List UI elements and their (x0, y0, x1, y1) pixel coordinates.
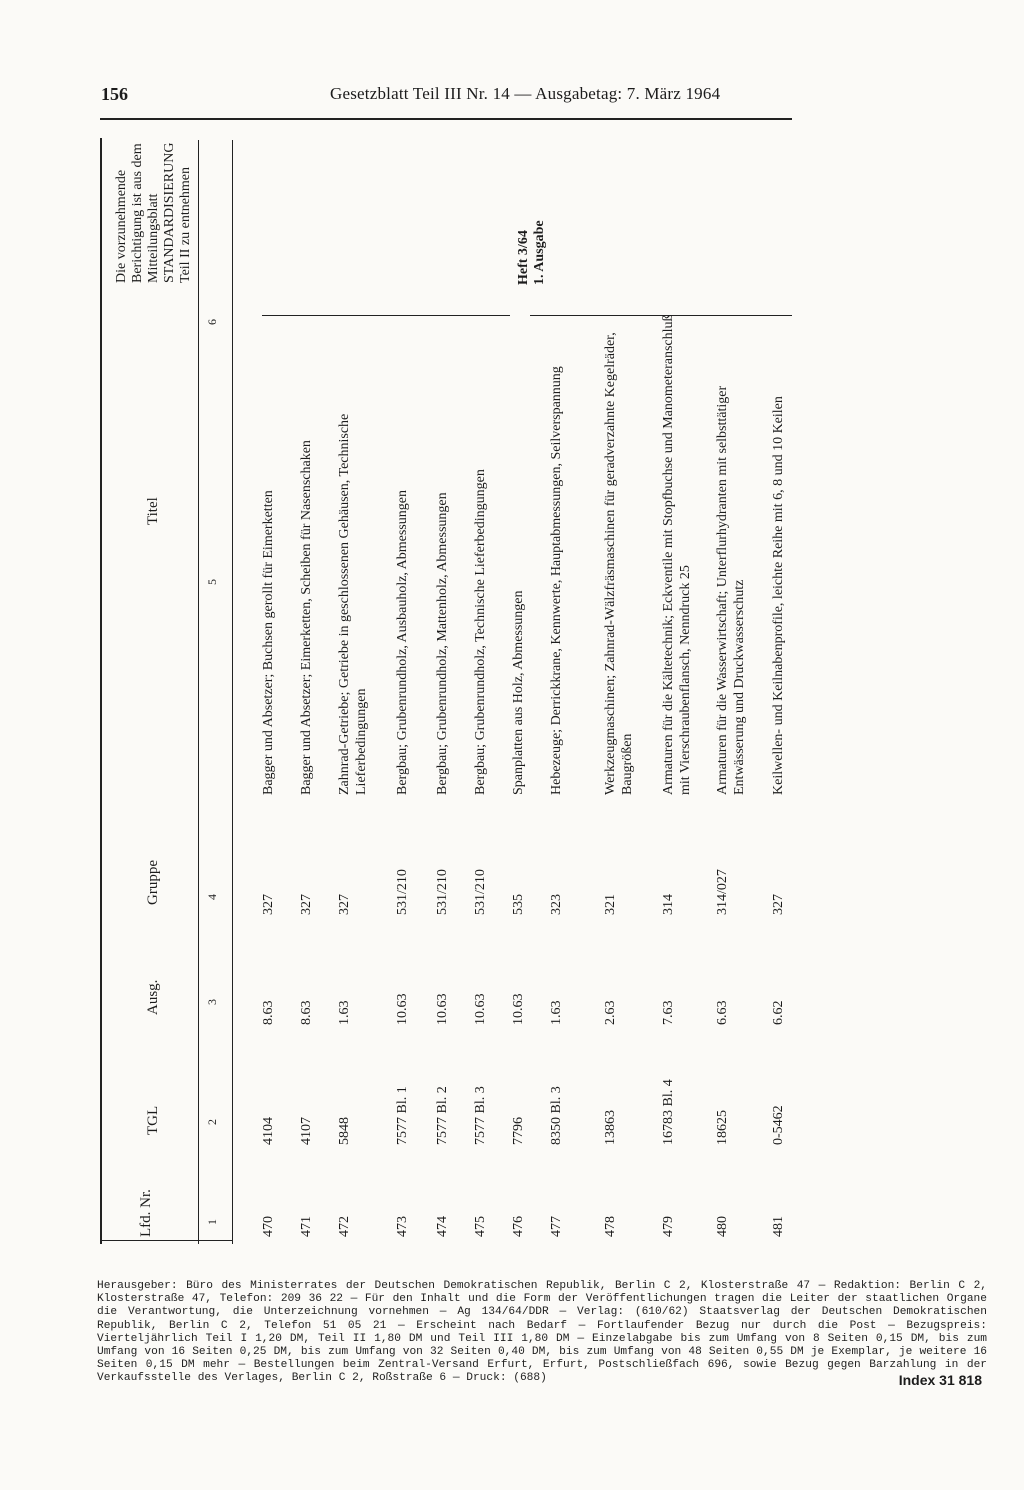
row-gruppe: 531/210 (473, 869, 488, 915)
row-tgl: 4107 (299, 1117, 314, 1145)
row-ausg: 1.63 (337, 1000, 352, 1025)
row-gruppe: 327 (299, 894, 314, 915)
row-titel: Keilwellen- und Keilnabenprofile, leichte Reihe mit 6, 8 und 10 Keilen (771, 396, 786, 795)
row-ausg: 1.63 (549, 1000, 564, 1025)
row-ausg: 10.63 (435, 993, 450, 1025)
row-nr: 470 (261, 1216, 276, 1237)
row-ausg: 10.63 (473, 993, 488, 1025)
row-nr: 475 (473, 1216, 488, 1237)
rotated-table (100, 139, 794, 1245)
row-tgl: 8350 Bl. 3 (549, 1086, 564, 1145)
row-ausg: 10.63 (395, 993, 410, 1025)
row-ausg: 10.63 (511, 993, 526, 1025)
row-tgl: 0-5462 (771, 1105, 786, 1145)
row-nr: 477 (549, 1216, 564, 1237)
row-titel: Bagger und Absetzer; Buchsen gerollt für Eimerketten (261, 490, 276, 795)
row-nr: 472 (337, 1216, 352, 1237)
row-titel: Werkzeugmaschinen; Zahnrad-Wälzfräsmaschinen für geradverzahnte Kegelräder, Baugrößen (603, 332, 635, 795)
row-tgl: 7577 Bl. 3 (473, 1086, 488, 1145)
header-tgl: TGL (145, 1105, 161, 1135)
row-gruppe: 327 (771, 894, 786, 915)
imprint-text: Herausgeber: Büro des Ministerrates der Deutschen Demokratischen Republik, Berlin C 2, Klosterstraße 47 — Redaktion: Berlin C 2, Klosterstraße 47, Telefon: 209 36 22 — Für den Inhalt und die Form der Veröffentlichungen tragen die Leiter der staatlichen Organe die Verantwortung, die Unterzeichnung vornehmen — Ag 134/64/DDR — Verlag: (610/62) Staatsverlag der Deutschen Demokratischen Republik, Berlin C 2, Telefon 51 05 21 — Erscheint nach Bedarf — Fortlaufender Bezug nur durch die Post — Bezugspreis: Vierteljährlich Teil I 1,20 DM, Teil II 1,80 DM und Teil III 1,80 DM — Einzelabgabe bis zum Umfang von 8 Seiten 0,15 DM, bis zum Umfang von 16 Seiten 0,25 DM, bis zum Umfang von 32 Seiten 0,40 DM, bis zum Umfang von 48 Seiten 0,55 DM je Exemplar, je weitere 16 Seiten 0,15 DM mehr — Bestellungen beim Zentral-Versand Erfurt, Erfurt, Postschließfach 696, sowie Bezug gegen Barzahlung in der Verkaufsstelle des Verlages, Berlin C 2, Roßstraße 6 — Druck: (688) (97, 1280, 987, 1385)
row-ausg: 6.63 (715, 1000, 730, 1025)
page-title: Gesetzblatt Teil III Nr. 14 — Ausgabetag: 7. März 1964 (330, 84, 721, 103)
row-titel: Armaturen für die Wasserwirtschaft; Unterflurhydranten mit selbsttätiger Entwässerung und Druckwasserschutz (715, 385, 747, 795)
row-titel: Zahnrad-Getriebe; Getriebe in geschlossenen Gehäusen, Technische Lieferbedingungen (337, 413, 369, 795)
header-gruppe: Gruppe (145, 860, 161, 905)
colnum-5: 5 (205, 579, 219, 585)
row-gruppe: 327 (261, 894, 276, 915)
row-tgl: 4104 (261, 1117, 276, 1145)
heft-note-line-2: 1. Ausgabe (532, 220, 547, 285)
row-nr: 476 (511, 1216, 526, 1237)
row-gruppe: 321 (603, 894, 618, 915)
row-gruppe: 314/027 (715, 869, 730, 915)
row-tgl: 13863 (603, 1110, 618, 1145)
header-rule (100, 118, 792, 120)
header-lfd-nr: Lfd. Nr. (138, 1189, 154, 1237)
row-gruppe: 327 (337, 894, 352, 915)
index-number: Index 31 818 (898, 1372, 982, 1388)
row-nr: 474 (435, 1216, 450, 1237)
row-nr: 479 (661, 1216, 676, 1237)
row-titel: Bagger und Absetzer; Eimerketten, Scheiben für Nasenschaken (299, 440, 314, 795)
row-ausg: 7.63 (661, 1000, 676, 1025)
page-number: 156 (101, 84, 128, 104)
heft-note-line-1: Heft 3/64 (516, 230, 531, 285)
header-note-col6: Die vorzunehmende Berichtigung ist aus dem Mitteilungsblatt STANDARDISIERUNG Teil II zu entnehmen (114, 142, 193, 283)
row-tgl: 7577 Bl. 1 (395, 1086, 410, 1145)
row-titel: Armaturen für die Kältetechnik; Eckventile mit Stopfbuchse und Manometeranschluß mit Vierschraubenflansch, Nenndruck 25 (661, 314, 693, 795)
row-tgl: 18625 (715, 1110, 730, 1145)
row-nr: 478 (603, 1216, 618, 1237)
header-ausg: Ausg. (145, 979, 161, 1015)
row-titel: Hebezeuge; Derrickkrane, Kennwerte, Hauptabmessungen, Seilverspannung (549, 366, 564, 795)
colnum-3: 3 (205, 999, 219, 1005)
row-titel: Spanplatten aus Holz, Abmessungen (511, 590, 526, 795)
row-nr: 473 (395, 1216, 410, 1237)
row-titel: Bergbau; Grubenrundholz, Technische Lieferbedingungen (473, 469, 488, 795)
row-tgl: 5848 (337, 1117, 352, 1145)
row-ausg: 8.63 (261, 1000, 276, 1025)
row-gruppe: 323 (549, 894, 564, 915)
row-ausg: 2.63 (603, 1000, 618, 1025)
row-tgl: 16783 Bl. 4 (661, 1079, 676, 1145)
row-tgl: 7577 Bl. 2 (435, 1086, 450, 1145)
row-titel: Bergbau; Grubenrundholz, Mattenholz, Abmessungen (435, 492, 450, 795)
row-tgl: 7796 (511, 1117, 526, 1145)
colnum-4: 4 (205, 894, 219, 900)
colnum-2: 2 (205, 1119, 219, 1125)
row-gruppe: 314 (661, 894, 676, 915)
colnum-1: 1 (205, 1219, 219, 1225)
row-ausg: 6.62 (771, 1000, 786, 1025)
page-header (0, 84, 1024, 114)
row-gruppe: 531/210 (395, 869, 410, 915)
row-gruppe: 535 (511, 894, 526, 915)
row-gruppe: 531/210 (435, 869, 450, 915)
row-nr: 480 (715, 1216, 730, 1237)
imprint (97, 1280, 987, 1386)
row-titel: Bergbau; Grubenrundholz, Ausbauholz, Abmessungen (395, 490, 410, 795)
row-nr: 471 (299, 1216, 314, 1237)
header-titel: Titel (145, 497, 161, 525)
row-ausg: 8.63 (299, 1000, 314, 1025)
heft-note (516, 220, 548, 285)
row-nr: 481 (771, 1216, 786, 1237)
colnum-6: 6 (205, 319, 219, 325)
